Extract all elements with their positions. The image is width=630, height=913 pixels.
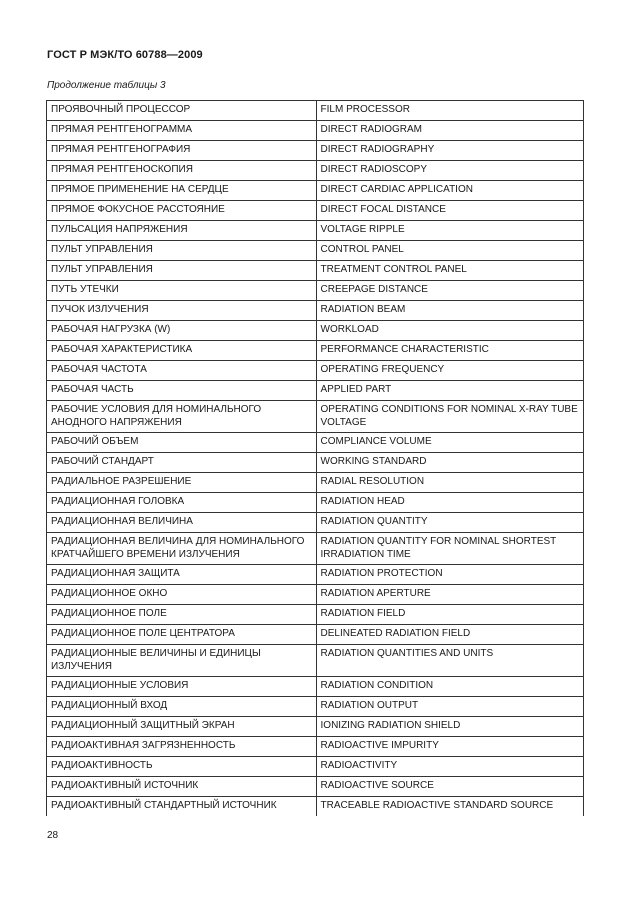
english-term-cell: RADIATION CONDITION bbox=[316, 677, 583, 697]
english-term-cell: RADIATION QUANTITY FOR NOMINAL SHORTEST IRRADIATION TIME bbox=[316, 533, 583, 565]
russian-term-cell: ПРЯМАЯ РЕНТГЕНОГРАФИЯ bbox=[47, 141, 317, 161]
table-row bbox=[47, 201, 584, 221]
english-term-cell: TRACEABLE RADIOACTIVE STANDARD SOURCE bbox=[316, 797, 583, 817]
english-term-cell: RADIATION QUANTITY bbox=[316, 513, 583, 533]
english-term-cell: WORKING STANDARD bbox=[316, 453, 583, 473]
english-term-cell: RADIATION OUTPUT bbox=[316, 697, 583, 717]
table-row bbox=[47, 381, 584, 401]
table-row bbox=[47, 565, 584, 585]
russian-term-cell: ПРЯМАЯ РЕНТГЕНОГРАММА bbox=[47, 121, 317, 141]
table-row bbox=[47, 433, 584, 453]
russian-term-cell: РАДИОАКТИВНОСТЬ bbox=[47, 757, 317, 777]
russian-term-cell: РАДИАЦИОННАЯ ВЕЛИЧИНА bbox=[47, 513, 317, 533]
russian-term-cell: РАДИОАКТИВНЫЙ ИСТОЧНИК bbox=[47, 777, 317, 797]
table-row bbox=[47, 241, 584, 261]
table-row bbox=[47, 181, 584, 201]
table-row bbox=[47, 453, 584, 473]
english-term-cell: IONIZING RADIATION SHIELD bbox=[316, 717, 583, 737]
english-term-cell: RADIATION FIELD bbox=[316, 605, 583, 625]
english-term-cell: DELINEATED RADIATION FIELD bbox=[316, 625, 583, 645]
english-term-cell: DIRECT RADIOSCOPY bbox=[316, 161, 583, 181]
terms-table-body bbox=[47, 101, 584, 817]
table-row bbox=[47, 797, 584, 817]
english-term-cell: RADIAL RESOLUTION bbox=[316, 473, 583, 493]
russian-term-cell: РАБОЧИЕ УСЛОВИЯ ДЛЯ НОМИНАЛЬНОГО АНОДНОГО НАПРЯЖЕНИЯ bbox=[47, 401, 317, 433]
table-row bbox=[47, 777, 584, 797]
russian-term-cell: ПРЯМАЯ РЕНТГЕНОСКОПИЯ bbox=[47, 161, 317, 181]
russian-term-cell: ПРЯМОЕ ПРИМЕНЕНИЕ НА СЕРДЦЕ bbox=[47, 181, 317, 201]
table-row bbox=[47, 645, 584, 677]
russian-term-cell: ПРЯМОЕ ФОКУСНОЕ РАССТОЯНИЕ bbox=[47, 201, 317, 221]
table-row bbox=[47, 301, 584, 321]
english-term-cell: RADIATION PROTECTION bbox=[316, 565, 583, 585]
english-term-cell: DIRECT FOCAL DISTANCE bbox=[316, 201, 583, 221]
english-term-cell: CONTROL PANEL bbox=[316, 241, 583, 261]
russian-term-cell: РАДИАЦИОННОЕ ПОЛЕ bbox=[47, 605, 317, 625]
table-row bbox=[47, 677, 584, 697]
english-term-cell: RADIATION BEAM bbox=[316, 301, 583, 321]
russian-term-cell: РАДИАЦИОННЫЕ УСЛОВИЯ bbox=[47, 677, 317, 697]
english-term-cell: VOLTAGE RIPPLE bbox=[316, 221, 583, 241]
russian-term-cell: РАДИАЦИОННЫЙ ЗАЩИТНЫЙ ЭКРАН bbox=[47, 717, 317, 737]
english-term-cell: WORKLOAD bbox=[316, 321, 583, 341]
english-term-cell: TREATMENT CONTROL PANEL bbox=[316, 261, 583, 281]
english-term-cell: CREEPAGE DISTANCE bbox=[316, 281, 583, 301]
table-row bbox=[47, 401, 584, 433]
table-row bbox=[47, 361, 584, 381]
russian-term-cell: РАБОЧАЯ НАГРУЗКА (W) bbox=[47, 321, 317, 341]
russian-term-cell: ПУЛЬСАЦИЯ НАПРЯЖЕНИЯ bbox=[47, 221, 317, 241]
terms-table bbox=[46, 100, 584, 816]
table-row bbox=[47, 493, 584, 513]
table-row bbox=[47, 141, 584, 161]
russian-term-cell: РАДИОАКТИВНАЯ ЗАГРЯЗНЕННОСТЬ bbox=[47, 737, 317, 757]
page-number: 28 bbox=[47, 830, 59, 841]
english-term-cell: RADIATION HEAD bbox=[316, 493, 583, 513]
table-row bbox=[47, 533, 584, 565]
russian-term-cell: РАБОЧИЙ СТАНДАРТ bbox=[47, 453, 317, 473]
english-term-cell: DIRECT RADIOGRAM bbox=[316, 121, 583, 141]
russian-term-cell: ПУЧОК ИЗЛУЧЕНИЯ bbox=[47, 301, 317, 321]
english-term-cell: APPLIED PART bbox=[316, 381, 583, 401]
table-row bbox=[47, 281, 584, 301]
english-term-cell: COMPLIANCE VOLUME bbox=[316, 433, 583, 453]
english-term-cell: RADIATION QUANTITIES AND UNITS bbox=[316, 645, 583, 677]
russian-term-cell: РАДИАЦИОННЫЕ ВЕЛИЧИНЫ И ЕДИНИЦЫ ИЗЛУЧЕНИЯ bbox=[47, 645, 317, 677]
russian-term-cell: РАДИАЛЬНОЕ РАЗРЕШЕНИЕ bbox=[47, 473, 317, 493]
english-term-cell: DIRECT RADIOGRAPHY bbox=[316, 141, 583, 161]
english-term-cell: OPERATING FREQUENCY bbox=[316, 361, 583, 381]
table-continuation-caption: Продолжение таблицы 3 bbox=[47, 80, 166, 91]
document-header: ГОСТ Р МЭК/ТО 60788—2009 bbox=[47, 49, 203, 61]
russian-term-cell: РАБОЧАЯ ЧАСТОТА bbox=[47, 361, 317, 381]
russian-term-cell: РАДИАЦИОННЫЙ ВХОД bbox=[47, 697, 317, 717]
russian-term-cell: ПУТЬ УТЕЧКИ bbox=[47, 281, 317, 301]
table-row bbox=[47, 717, 584, 737]
russian-term-cell: ПУЛЬТ УПРАВЛЕНИЯ bbox=[47, 241, 317, 261]
table-row bbox=[47, 513, 584, 533]
table-row bbox=[47, 261, 584, 281]
english-term-cell: DIRECT CARDIAC APPLICATION bbox=[316, 181, 583, 201]
russian-term-cell: ПРОЯВОЧНЫЙ ПРОЦЕССОР bbox=[47, 101, 317, 121]
table-row bbox=[47, 121, 584, 141]
russian-term-cell: РАБОЧАЯ ХАРАКТЕРИСТИКА bbox=[47, 341, 317, 361]
table-row bbox=[47, 585, 584, 605]
table-row bbox=[47, 625, 584, 645]
russian-term-cell: РАДИАЦИОННАЯ ВЕЛИЧИНА ДЛЯ НОМИНАЛЬНОГО КРАТЧАЙШЕГО ВРЕМЕНИ ИЗЛУЧЕНИЯ bbox=[47, 533, 317, 565]
table-row bbox=[47, 473, 584, 493]
russian-term-cell: РАДИАЦИОННАЯ ЗАЩИТА bbox=[47, 565, 317, 585]
table-row bbox=[47, 321, 584, 341]
table-row bbox=[47, 161, 584, 181]
russian-term-cell: РАДИАЦИОННОЕ ОКНО bbox=[47, 585, 317, 605]
table-row bbox=[47, 757, 584, 777]
table-row bbox=[47, 605, 584, 625]
english-term-cell: RADIOACTIVE IMPURITY bbox=[316, 737, 583, 757]
table-row bbox=[47, 737, 584, 757]
russian-term-cell: РАДИАЦИОННАЯ ГОЛОВКА bbox=[47, 493, 317, 513]
english-term-cell: RADIOACTIVITY bbox=[316, 757, 583, 777]
english-term-cell: OPERATING CONDITIONS FOR NOMINAL X-RAY TUBE VOLTAGE bbox=[316, 401, 583, 433]
russian-term-cell: РАДИАЦИОННОЕ ПОЛЕ ЦЕНТРАТОРА bbox=[47, 625, 317, 645]
russian-term-cell: РАБОЧАЯ ЧАСТЬ bbox=[47, 381, 317, 401]
russian-term-cell: ПУЛЬТ УПРАВЛЕНИЯ bbox=[47, 261, 317, 281]
table-row bbox=[47, 101, 584, 121]
russian-term-cell: РАБОЧИЙ ОБЪЕМ bbox=[47, 433, 317, 453]
table-row bbox=[47, 697, 584, 717]
english-term-cell: PERFORMANCE CHARACTERISTIC bbox=[316, 341, 583, 361]
russian-term-cell: РАДИОАКТИВНЫЙ СТАНДАРТНЫЙ ИСТОЧНИК bbox=[47, 797, 317, 817]
table-row bbox=[47, 221, 584, 241]
english-term-cell: RADIOACTIVE SOURCE bbox=[316, 777, 583, 797]
english-term-cell: RADIATION APERTURE bbox=[316, 585, 583, 605]
table-row bbox=[47, 341, 584, 361]
english-term-cell: FILM PROCESSOR bbox=[316, 101, 583, 121]
